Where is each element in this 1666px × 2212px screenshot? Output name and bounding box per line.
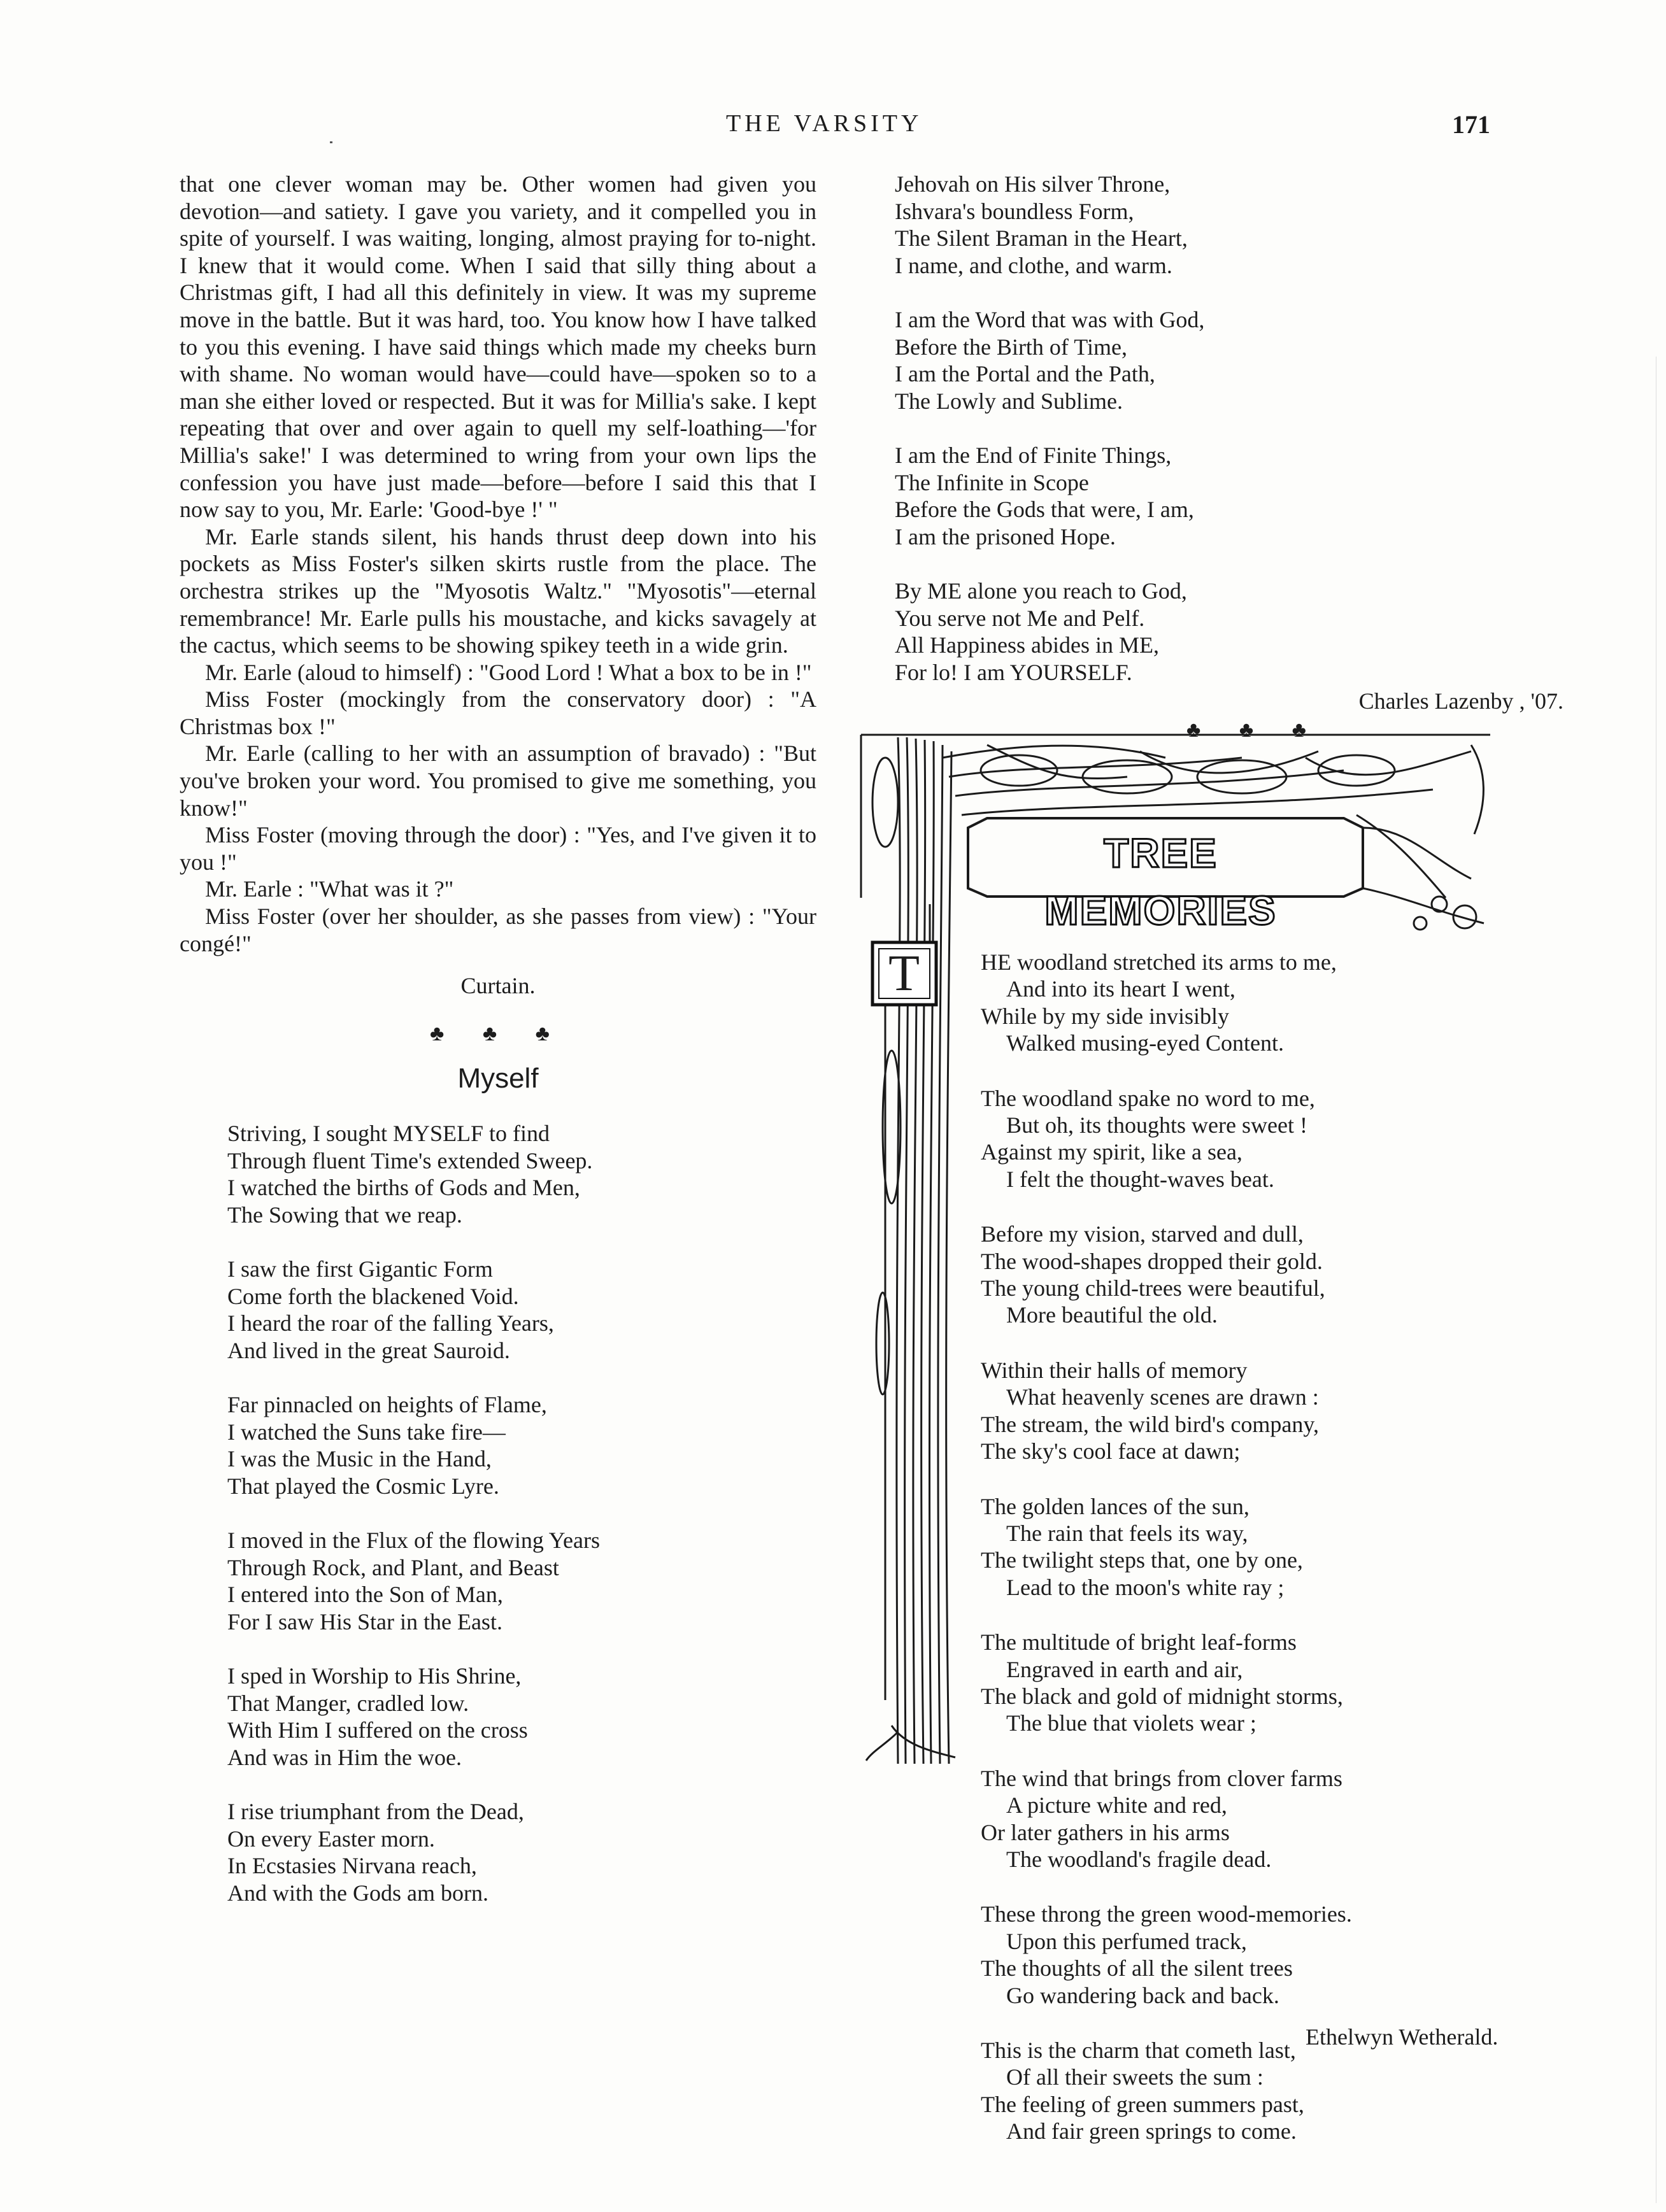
verse-line: The young child-trees were beautiful,	[981, 1275, 1325, 1301]
verse-line: And lived in the great Sauroid.	[227, 1337, 510, 1363]
stanza	[981, 1221, 1579, 1329]
verse-line: In Ecstasies Nirvana reach,	[227, 1853, 477, 1879]
verse-line: The twilight steps that, one by one,	[981, 1547, 1303, 1573]
prose-paragraph: Miss Foster (moving through the door) : "Yes, and I've given it to you !"	[180, 822, 816, 875]
verse-line: And into its heart I went,	[1006, 976, 1235, 1002]
verse-line: The Silent Braman in the Heart,	[895, 225, 1188, 251]
stanza	[895, 306, 1589, 415]
verse-line: The golden lances of the sun,	[981, 1493, 1250, 1519]
verse-line: Through fluent Time's extended Sweep.	[227, 1147, 593, 1173]
stanza	[227, 1798, 816, 1906]
verse-line: I moved in the Flux of the flowing Years	[227, 1528, 600, 1554]
verse-line: I am the End of Finite Things,	[895, 443, 1172, 468]
club-ornament: ♣ ♣ ♣	[430, 1022, 566, 1046]
page-header	[0, 110, 1666, 154]
verse-line: That played the Cosmic Lyre.	[227, 1473, 499, 1499]
stanza	[227, 1120, 816, 1228]
verse-line: By ME alone you reach to God,	[895, 578, 1187, 604]
verse-line: Before my vision, starved and dull,	[981, 1221, 1304, 1247]
verse-line: HE woodland stretched its arms to me,	[981, 949, 1337, 975]
verse-line: But oh, its thoughts were sweet !	[1006, 1112, 1307, 1138]
stanza	[895, 171, 1589, 279]
verse-line: The woodland's fragile dead.	[1006, 1846, 1272, 1872]
verse-line: The woodland spake no word to me,	[981, 1085, 1315, 1111]
poem-title: Myself	[457, 1063, 539, 1095]
verse-line: Before the Gods that were, I am,	[895, 497, 1194, 522]
verse-line: I watched the Suns take fire—	[227, 1419, 506, 1445]
verse-line: What heavenly scenes are drawn :	[1006, 1384, 1319, 1410]
verse-line: I sped in Worship to His Shrine,	[227, 1663, 522, 1689]
verse-line: All Happiness abides in ME,	[895, 632, 1159, 658]
stanza	[227, 1391, 816, 1499]
verse-line: Or later gathers in his arms	[981, 1819, 1230, 1845]
prose-paragraph: Mr. Earle (calling to her with an assumption of bravado) : "But you've broken your word. You promised to give me something, you know!"	[180, 741, 816, 821]
verse-line: Lead to the moon's white ray ;	[1006, 1574, 1285, 1600]
stanza	[895, 442, 1589, 550]
verse-line: Of all their sweets the sum :	[1006, 2064, 1264, 2090]
verse-line: Within their halls of memory	[981, 1357, 1248, 1383]
curtain-line: Curtain.	[460, 973, 536, 999]
verse-line: Before the Birth of Time,	[895, 334, 1127, 360]
verse-line: I saw the first Gigantic Form	[227, 1256, 493, 1282]
stanza	[981, 2037, 1579, 2145]
verse-line: For lo! I am YOURSELF.	[895, 659, 1132, 685]
verse-line: That Manger, cradled low.	[227, 1690, 469, 1716]
verse-line: I entered into the Son of Man,	[227, 1582, 503, 1608]
stanza	[981, 1085, 1579, 1193]
page-number: 171	[1452, 110, 1490, 139]
verse-line: The wind that brings from clover farms	[981, 1765, 1342, 1791]
verse-line: I am the Portal and the Path,	[895, 361, 1155, 386]
verse-line: And fair green springs to come.	[1006, 2118, 1297, 2145]
verse-line: This is the charm that cometh last,	[981, 2038, 1296, 2063]
verse-line: I rise triumphant from the Dead,	[227, 1799, 524, 1825]
right-column	[895, 171, 1589, 742]
stanza	[227, 1663, 816, 1771]
verse-line: I am the Word that was with God,	[895, 307, 1205, 332]
verse-line: More beautiful the old.	[1006, 1302, 1218, 1328]
prose-paragraph: Mr. Earle : "What was it ?"	[205, 876, 454, 902]
stanza	[895, 578, 1589, 686]
poem-myself-part1	[180, 1120, 816, 1906]
verse-line: I was the Music in the Hand,	[227, 1446, 492, 1472]
stanza	[981, 1357, 1579, 1465]
club-ornament: ♣ ♣ ♣	[1186, 718, 1323, 742]
verse-line: And was in Him the woe.	[227, 1744, 462, 1770]
verse-line: The rain that feels its way,	[1006, 1520, 1248, 1546]
prose-paragraph: Mr. Earle (aloud to himself) : "Good Lord ! What a box to be in !"	[205, 659, 812, 685]
stanza	[981, 1493, 1579, 1601]
prose-paragraph: Miss Foster (over her shoulder, as she passes from view) : "Your congé!"	[180, 904, 816, 956]
verse-line: I name, and clothe, and warm.	[895, 252, 1172, 278]
verse-line: A picture white and red,	[1006, 1792, 1227, 1819]
verse-line: Come forth the blackened Void.	[227, 1283, 519, 1309]
verse-line: Through Rock, and Plant, and Beast	[227, 1554, 559, 1580]
poem-myself-part2	[895, 171, 1589, 686]
verse-line: Far pinnacled on heights of Flame,	[227, 1392, 547, 1418]
story-conclusion	[180, 171, 816, 957]
banner-title: TREE MEMORIES	[1044, 830, 1277, 933]
prose-paragraph: that one clever woman may be. Other women had given you devotion—and satiety. I gave you variety, and it compelled you in spite of yourself. I was waiting, longing, almost praying for to-night. I knew that it would come. When I said that silly thing about a Christmas gift, I had all this definitely in view. It was my supreme move in the battle. But it was hard, too. You know how I have talked to you this evening. I have said things which made my cheeks burn with shame. No woman would have—could have—spoken so to a man she either loved or respected. But it was for Millia's sake. I kept repeating that over and over again to quell my self-loathing—'for Millia's sake!' I was determined to wring from your own lips the confession you have just made—before—before I said this that I now say to you, Mr. Earle: 'Good-bye !' "	[180, 171, 816, 523]
stanza	[227, 1256, 816, 1364]
stanza	[981, 949, 1579, 1057]
stanza	[981, 1629, 1579, 1737]
verse-line: Go wandering back and back.	[1006, 1982, 1279, 2008]
verse-line: The stream, the wild bird's company,	[981, 1411, 1320, 1437]
verse-line: I watched the births of Gods and Men,	[227, 1175, 580, 1201]
verse-line: The multitude of bright leaf-forms	[981, 1629, 1297, 1655]
verse-line: The Sowing that we reap.	[227, 1202, 462, 1228]
verse-line: Upon this perfumed track,	[1006, 1928, 1247, 1954]
running-head: THE VARSITY	[726, 110, 923, 137]
prose-paragraph: Mr. Earle stands silent, his hands thrust deep down into his pockets as Miss Foster's silken skirts rustle from the place. The orchestra strikes up the "Myosotis Waltz." "Myosotis"—eternal remembrance! Mr. Earle pulls his moustache, and kicks savagely at the cactus, which seems to be showing spikey teeth in a wide grin.	[180, 523, 816, 658]
prose-paragraph: Miss Foster (mockingly from the conservatory door) : "A Christmas box !"	[180, 686, 816, 739]
verse-line: I felt the thought-waves beat.	[1006, 1166, 1274, 1192]
verse-line: The Infinite in Scope	[895, 469, 1089, 495]
verse-line: With Him I suffered on the cross	[227, 1717, 528, 1743]
verse-line: The black and gold of midnight storms,	[981, 1683, 1343, 1709]
verse-line: The Lowly and Sublime.	[895, 388, 1123, 414]
poem-tree-memories	[981, 949, 1579, 2173]
verse-line: Against my spirit, like a sea,	[981, 1139, 1242, 1165]
poem-attribution: Charles Lazenby , '07.	[1358, 688, 1563, 714]
verse-line: Ishvara's boundless Form,	[895, 198, 1134, 224]
verse-line: The wood-shapes dropped their gold.	[981, 1248, 1323, 1274]
verse-line: You serve not Me and Pelf.	[895, 605, 1145, 631]
verse-line: The blue that violets wear ;	[1006, 1710, 1257, 1736]
stanza	[981, 1765, 1579, 1873]
stanza	[981, 1901, 1579, 2009]
verse-line: These throng the green wood-memories.	[981, 1901, 1352, 1927]
verse-line: The feeling of green summers past,	[981, 2091, 1304, 2117]
verse-line: Jehovah on His silver Throne,	[895, 171, 1171, 197]
drop-cap: T	[888, 946, 920, 1002]
verse-line: Engraved in earth and air,	[1006, 1656, 1243, 1682]
stanza	[227, 1527, 816, 1635]
verse-line: Walked musing-eyed Content.	[1006, 1030, 1285, 1056]
verse-line: The thoughts of all the silent trees	[981, 1955, 1293, 1982]
verse-line: I am the prisoned Hope.	[895, 523, 1116, 549]
verse-line: While by my side invisibly	[981, 1003, 1229, 1029]
verse-line: For I saw His Star in the East.	[227, 1608, 502, 1634]
verse-line: And with the Gods am born.	[227, 1880, 488, 1906]
verse-line: The sky's cool face at dawn;	[981, 1438, 1241, 1464]
left-column	[180, 171, 816, 1934]
poem-attribution: Ethelwyn Wetherald.	[1306, 2024, 1499, 2050]
verse-line: Striving, I sought MYSELF to find	[227, 1121, 550, 1147]
verse-line: On every Easter morn.	[227, 1826, 435, 1852]
verse-line: I heard the roar of the falling Years,	[227, 1310, 554, 1336]
